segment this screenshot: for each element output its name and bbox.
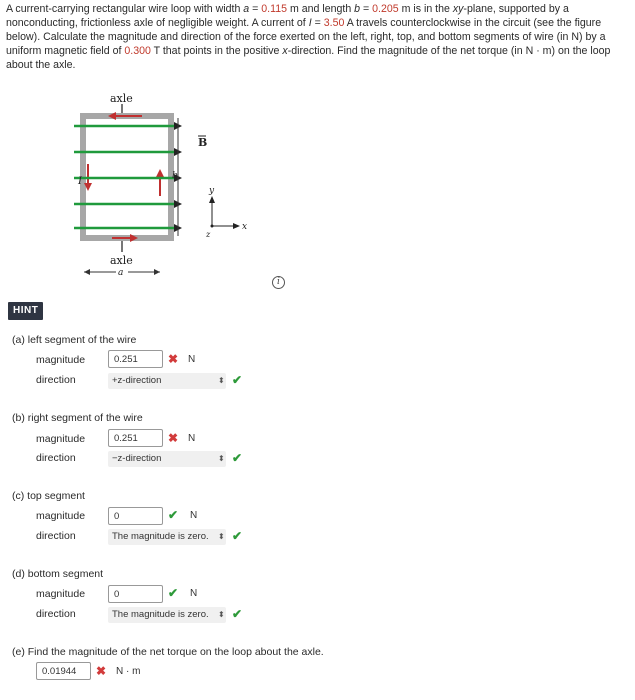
part-b-direction-label: direction	[36, 452, 76, 464]
z-axis-label: z	[206, 230, 211, 239]
chevron-updown-icon: ⬍	[218, 610, 225, 619]
part-c-magnitude-input[interactable]: 0	[108, 507, 163, 525]
current-arrow-right	[156, 169, 164, 177]
x-axis-label: x	[242, 222, 248, 232]
part-c-magnitude-label: magnitude	[36, 510, 86, 522]
correct-icon: ✔	[168, 586, 179, 600]
part-a-magnitude-input[interactable]: 0.251	[108, 350, 163, 368]
correct-icon: ✔	[232, 451, 243, 465]
part-c-title: (c) top segment	[12, 490, 85, 502]
correct-icon: ✔	[168, 508, 179, 522]
part-c-direction-label: direction	[36, 530, 76, 542]
part-a-magnitude-label: magnitude	[36, 354, 86, 366]
b-field-label: B	[198, 136, 208, 149]
part-a-unit: N	[188, 354, 196, 365]
part-d-magnitude-label: magnitude	[36, 588, 86, 600]
part-c-direction-select[interactable]: The magnitude is zero.	[108, 529, 226, 545]
z-axis-dot	[211, 225, 214, 228]
chevron-updown-icon: ⬍	[218, 532, 225, 541]
part-a-title: (a) left segment of the wire	[12, 334, 137, 346]
part-b-magnitude-label: magnitude	[36, 433, 86, 445]
part-b-magnitude-input[interactable]: 0.251	[108, 429, 163, 447]
part-d-direction-select[interactable]: The magnitude is zero.	[108, 607, 226, 623]
part-e-unit: N · m	[116, 666, 141, 677]
correct-icon: ✔	[232, 529, 243, 543]
b-dimension-label: b	[172, 171, 178, 181]
part-e-title: (e) Find the magnitude of the net torque on the loop about the axle.	[12, 646, 324, 658]
hint-button[interactable]: HINT	[8, 302, 43, 320]
part-b-unit: N	[188, 433, 196, 444]
part-a-direction-select[interactable]: +z-direction	[108, 373, 226, 389]
part-d-unit: N	[190, 588, 198, 599]
axle-top-label: axle	[110, 92, 133, 105]
info-icon[interactable]: i	[272, 276, 285, 289]
part-d-magnitude-input[interactable]: 0	[108, 585, 163, 603]
correct-icon: ✔	[232, 373, 243, 387]
loop-figure	[50, 86, 280, 286]
chevron-updown-icon: ⬍	[218, 376, 225, 385]
wrong-icon: ✖	[168, 431, 179, 445]
part-d-direction-label: direction	[36, 608, 76, 620]
problem-statement: A current-carrying rectangular wire loop with width a = 0.115 m and length b = 0.205 m is in the xy-plane, supported by a nonconducting, frictionless axle of negligible weight. A current of I = 3.50 A travels counterclockwise in the circuit (see the figure below). Calculate the magnitude and direction of the force exerted on the left, right, top, and bottom segments of wire (in N) by a uniform magnetic field of 0.300 T that points in the positive x-direction. Find the magnitude of the net torque (in N · m) on the loop about the axle.	[6, 3, 611, 71]
wrong-icon: ✖	[96, 664, 107, 678]
current-label: I	[78, 176, 82, 187]
part-d-title: (d) bottom segment	[12, 568, 104, 580]
wrong-icon: ✖	[168, 352, 179, 366]
part-e-torque-input[interactable]: 0.01944	[36, 662, 91, 680]
part-a-direction-label: direction	[36, 374, 76, 386]
chevron-updown-icon: ⬍	[218, 454, 225, 463]
correct-icon: ✔	[232, 607, 243, 621]
axle-bottom-label: axle	[110, 254, 133, 267]
y-axis-label: y	[209, 186, 215, 196]
a-dimension-label: a	[118, 268, 124, 278]
part-b-direction-select[interactable]: −z-direction	[108, 451, 226, 467]
part-c-unit: N	[190, 510, 198, 521]
part-b-title: (b) right segment of the wire	[12, 412, 143, 424]
